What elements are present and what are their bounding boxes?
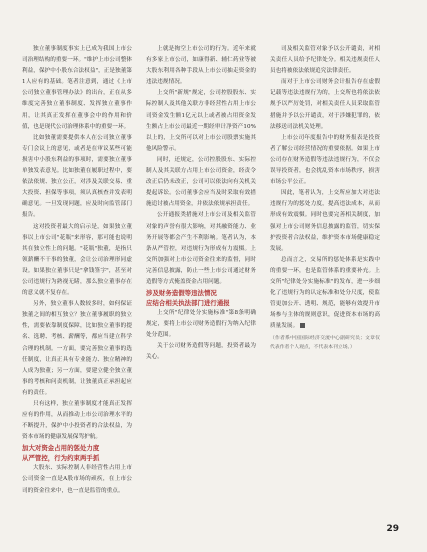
paragraph: 只有这样，独立董事制度才能真正发挥应有的作用，从而推动上市公司治理水平的不断提升，保护中小投资者的合法权益，为资本市场的健康发展保驾护航。 (22, 401, 132, 441)
paragraph: 司及相关监管对象予以公开谴责，对相关责任人员给予纪律处分。相关违规责任人员也将被依法依规追究法律责任。 (270, 46, 380, 75)
paragraph: 独立董事制度事实上已成为我国上市公司治理结构的重要一环。"维护上市公司整体利益，保护中小股东合法权益"，正是独董第1人应有的基础。笔者注意到，通过《上市公司独立董事管理办法》的出台，正在从多维度完善独立董事制度、发挥独立董事作用，让其真正发挥在董事会中的作用和价值，也是现代公司治理体系中的重要一环。 (22, 46, 132, 130)
paragraph: 大股东、实际控制人非经营性占用上市公司资金一直是A股市场的顽疾，在上市公司的资金往来中，也一直是监管的重点。 (22, 465, 132, 494)
paragraph: 公开通报类措施对上市公司及相关监管对象的声誉有很大影响，对其融资能力、业务开展等都会产生不利影响。笔者认为，本条从严管控，对违规行为形成有力震慑。上交所加强对上市公司资金往来的监督，同时完善信息披露，防止一些上市公司通过财务造假等方式掩盖资金占用问题。 (146, 212, 256, 285)
paragraph: 关于公司财务造假等问题，投资者最为关心。 (146, 343, 256, 361)
page-number: 29 (386, 524, 399, 534)
section-heading-title: 加大对资金占用的惩处力度 (22, 444, 100, 453)
paragraph: 同时，还规定，公司控股股东、实际控制人及其关联方占用上市公司资金，经责令改正后仍未改正，公司可以依法向有关机关提起诉讼。公司董事会应当及时采取有效措施追讨被占用资金，并依法依规承担责任。 (146, 156, 256, 208)
paragraph: 上交所"新规"规定，公司控股股东、实际控制人及其他关联方非经营性占用上市公司资金发生额1亿元以上或者被占用资金发生额占上市公司最近一期经审计净资产10%以上的，上交所可以对上市公司股票实施其他风险警示。 (146, 90, 256, 152)
end-of-article-mark (300, 323, 305, 328)
section-heading-title: 涉及财务造假等违法情况 (146, 289, 217, 298)
paragraph: 上市公司年度报告中的财务报表是投资者了解公司经营情况的重要依据。如果上市公司存在财务造假等违法违规行为，不仅会误导投资者，也会扰乱资本市场秩序，损害市场公平公正。 (270, 134, 380, 186)
paragraph: 上交所"纪律处分实施标准"第8条明确规定，要将上市公司财务造假行为纳入纪律处分范围。 (146, 310, 256, 339)
paragraph: 因此，笔者认为，上交所应加大对违法违规行为的惩处力度，提高违法成本，从而形成有效震慑。同时也要完善相关制度，加强对上市公司财务信息披露的监管，切实保护投资者合法权益，维护资本市场健康稳定发展。 (270, 190, 380, 252)
section-subheading: 应结合相关执法部门进行通报 (146, 299, 230, 308)
paragraph: 上就是掏空上市公司的行为。近年来就有多家上市公司，如康得新、辅仁药业等被大股东利用各种手段从上市公司抽走资金的违法违规情况。 (146, 46, 256, 86)
middle-column (146, 44, 256, 364)
paragraph: 而对于上市公司财务会计报告存在虚假记载等违法违规行为的，上交所也将依法依规予以严厉处罚，对相关责任人员采取监管措施并予以公开谴责，对于涉嫌犯罪的，依法移送司法机关处理。 (270, 79, 380, 130)
section-subheading: 从严管控，行为约束两手抓 (22, 454, 100, 463)
paragraph: 比如独董需要提供本人在公司独立董事专门会议上的意见，或者是在审议某些可能损害中小股东利益的事项时，需要独立董事单独发表意见。比如独董在履职过程中，要依法依规、独立公正，对涉及关联交易、重大投资、担保等事项，须认真核查并发表明确意见。一旦发现问题，应及时向监管部门报告。 (22, 134, 132, 219)
paragraph: 这对投资者最大的启示是，如果独立董事以上市公司"花瓶"来形容，那可能也说明其在独立性上的问题。"花瓶"独董，是指只领薪酬不干事的独董，会让公司治理形同虚设。如果独立董事只是"拿钱签字"，甚至对公司违规行为熟视无睹，那么独立董事存在的意义就不复存在。 (22, 223, 132, 297)
author-footnote: （作者系中国国际经济交流中心副研究员；文章仅代表作者个人观点，不代表本刊立场。） (270, 336, 380, 351)
closing-paragraph-text: 总而言之，交易所的惩处体系是实践中的重要一环，也是监管体系的重要补充。上交所"纪律处分实施标准"的发布，进一步细化了违规行为的认定标准和处分尺度，使监管更加公开、透明、规范，能够有效提升市场参与主体的规则意识，促进资本市场的高质量发展。 (270, 256, 380, 330)
section-heading (146, 288, 256, 308)
paragraph: 另外，独立董事人数较多时，如何保证独董之间的相互独立？独立董事履职的独立性，需要依靠制度保障，比如独立董事的提名、选聘、考核、薪酬等，都应当建立科学合理的机制。一方面，要完善独立董事的选任制度，让真正具有专业能力、独立精神的人成为独董；另一方面，要建立健全独立董事的考核和问责机制，让独董真正承担起应有的责任。 (22, 301, 132, 396)
section-heading (22, 443, 132, 463)
right-column (270, 44, 380, 352)
paragraph (270, 255, 380, 333)
left-column (22, 44, 132, 497)
